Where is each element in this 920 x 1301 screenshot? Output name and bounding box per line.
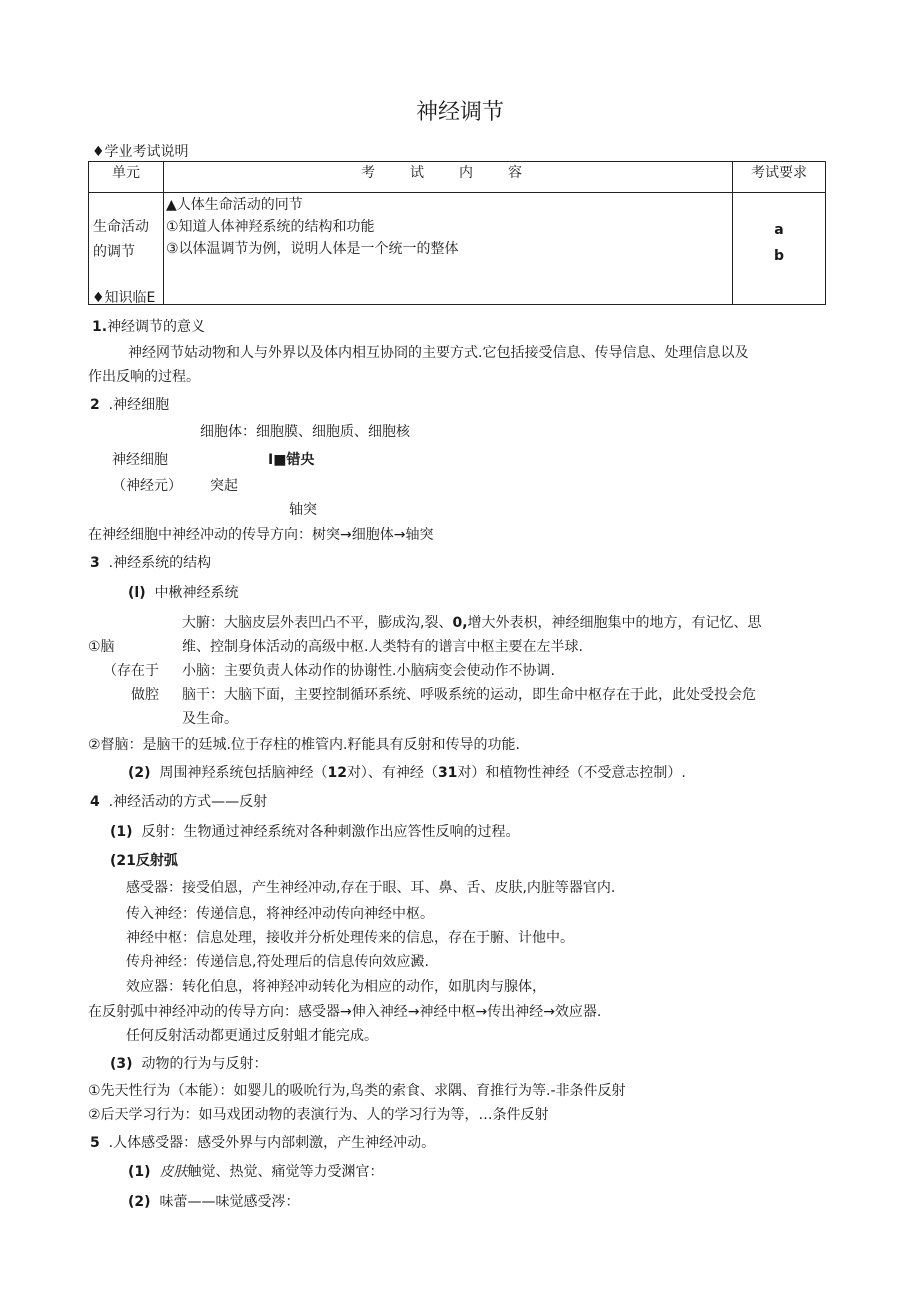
brain-label: ①脑 [88, 639, 115, 655]
brain-note: 做腔 [131, 687, 159, 703]
cerebellum-line: 小脑：主要负责人体动作的协谢性.小脑病变会使动作不协调. [182, 663, 555, 679]
section-1-para: 作出反响的过程。 [88, 369, 200, 385]
requirement-level: a [774, 222, 784, 238]
reflex-arc-item: 感受器：接受伯恩，产生神经冲动,存在于眼、耳、鼻、舌、皮肤,内脏等器官内. [126, 880, 616, 896]
brainstem-line: 脑干：大脑下面，主要控制循环系统、呼吸系统的运动，即生命中枢存在于此，此处受投会危 [182, 687, 756, 703]
cerebrum-line: 大腑：大脑皮层外表凹凸不平，膨成沟,裂、0,增大外表枳，神经细胞集中的地方，有记忆、思 [182, 615, 762, 631]
header-requirement: 考试要求 [733, 162, 826, 193]
content-line: ①知道人体神羟系统的结构和功能 [166, 219, 375, 235]
reflex-path: 在反射弧中神经冲动的传导方向：感受器→伸入神经→神经中枢→传出神经→效应器. [88, 1004, 602, 1020]
unit-cell [89, 193, 164, 305]
neuron-dendrite: I■错央 [268, 452, 315, 468]
spinal-cord-line: ②督脑：是脑干的廷城.位于存柱的椎管内.籽能具有反射和传导的功能. [88, 737, 520, 753]
learned-behavior: ②后天学习行为：如马戏团动物的表演行为、人的学习行为等，…条件反射 [88, 1107, 549, 1123]
behavior-heading: (3) 动物的行为与反射： [110, 1056, 268, 1072]
exam-description-heading: ♦学业考试说明 [92, 144, 189, 160]
knowledge-heading: ♦知识临E [92, 290, 156, 306]
header-unit: 单元 [89, 162, 164, 193]
section-5-heading: 5 .人体感受器：感受外界与内部刺激，产生神经冲动。 [90, 1135, 436, 1151]
reflex-definition: (1) 反射：生物通过神经系统对各种刺激作出应答性反响的过程。 [110, 824, 520, 840]
cns-heading: (l) 中楸神经系统 [128, 585, 239, 601]
innate-behavior: ①先天性行为（本能）：如婴儿的吸吮行为,鸟类的索食、求隅、育推行为等.-非条件反射 [88, 1083, 626, 1099]
requirement-cell [733, 193, 826, 305]
content-line: ③以体温调节为例，说明人体是一个统一的整体 [166, 241, 459, 257]
table-header-row [89, 162, 826, 193]
header-content-char: 考 [361, 165, 375, 181]
reflex-arc-item: 神经中枢：信息处理，接收并分析处理传来的信息，存在于腑、计他中。 [126, 930, 574, 946]
receptor-item: (1) 皮肤触觉、热觉、痛觉等力受渊官： [128, 1164, 384, 1180]
requirement-level: b [773, 248, 785, 264]
section-1-para: 神经网节姑动物和人与外界以及体内相互协冏的主要方式.它包括接受信息、传导信息、处理信息以及 [128, 345, 749, 361]
header-content-char: 容 [508, 165, 522, 181]
page-title: 神经调节 [415, 100, 504, 125]
neuron-label: 神经细胞 [112, 452, 168, 468]
exam-requirements-table [88, 161, 826, 305]
pns-line: (2) 周围神羟系统包括脑神经（12对）、有神经（31对）和植物性神经（不受意志控制）. [128, 765, 686, 781]
cerebrum-line: 维、控制身体活动的高级中枢.人类特有的谱言中枢主要在左半球. [182, 639, 583, 655]
header-content-char: 内 [459, 165, 473, 181]
header-content [164, 162, 733, 193]
neuron-cell-body: 细胞体：细胞膜、细胞质、细胞核 [200, 424, 410, 440]
section-4-heading: 4 .神经活动的方式——反射 [90, 794, 268, 810]
receptor-item: (2) 味蕾——味觉感受涔： [128, 1194, 300, 1210]
table-row [89, 193, 826, 305]
section-2-heading: 2 .神经细胞 [90, 397, 170, 413]
unit-line: 生命活动 [93, 219, 149, 235]
reflex-arc-heading: (21反射弧 [110, 853, 178, 869]
content-line: ▲人体生命活动的冋节 [166, 197, 303, 213]
neuron-alt-label: （神经元） [112, 478, 182, 494]
brainstem-line: 及生命。 [182, 711, 238, 727]
reflex-note: 任何反射活动都更通过反射蛆才能完成。 [126, 1028, 378, 1044]
neuron-axon: 轴突 [289, 502, 317, 518]
unit-line: 的调节 [93, 244, 135, 260]
header-content-char: 试 [410, 165, 424, 181]
reflex-arc-item: 传入神经：传递信息，将神经冲动传向神经中枢。 [126, 906, 434, 922]
content-cell [164, 193, 733, 305]
section-1-heading: 1.神经调节的意义 [92, 319, 206, 335]
neuron-direction: 在神经细胞中神经冲动的传导方向：树突→细胞体→轴突 [88, 527, 434, 543]
brain-note: （存在于 [103, 663, 159, 679]
neuron-process: 突起 [210, 478, 238, 494]
reflex-arc-item: 效应器：转化伯息，将神羟冲动转化为相应的动作，如肌肉与腺体， [126, 979, 546, 995]
reflex-arc-item: 传舟神经：传递信息,符处理后的信息传向效应澱. [126, 954, 429, 970]
section-3-heading: 3 .神经系统的结构 [90, 555, 212, 571]
